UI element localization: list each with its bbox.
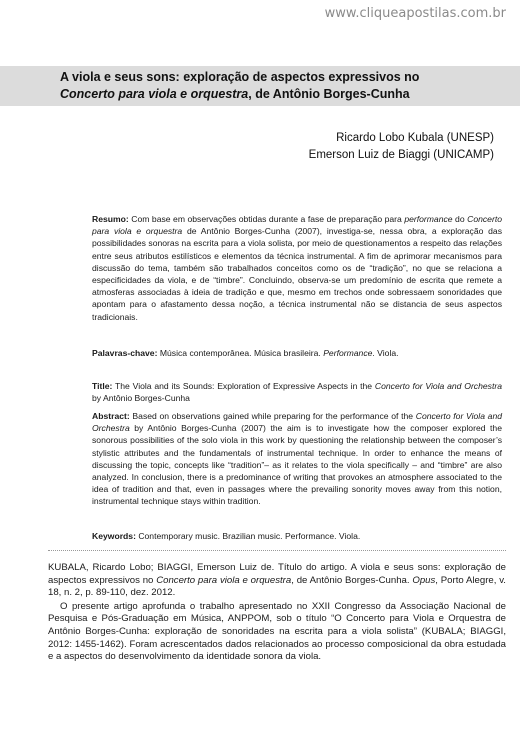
resumo-italic-1: performance bbox=[404, 214, 453, 224]
resumo-label: Resumo: bbox=[92, 214, 129, 224]
resumo-text-3: de Antônio Borges-Cunha (2007), investiga-se, nessa obra, a exploração das possibilidades sonoras na escrita para a viola solista, por meio de questionamentos a respeito das relações entre seus atributos estilísticos e elementos da técnica instrumental. A fim de aprimorar mecanismos para discussão do tema, também são trabalhados conceitos como os de “tradição”, no que se relaciona a especificidades da viola, e de “timbre”. Concluindo, observa-se um predomínio de escrita que remete a atmosferas associadas à ideia de tradição e que, mesmo em trechos onde sobressaem sonoridades que apontam para o afastamento dessa noção, a técnica instrumental não se distancia de seus aspectos tradicionais. bbox=[92, 226, 502, 322]
resumo-italic-2: Concerto para viola e orquestra bbox=[92, 214, 502, 237]
english-title-paragraph bbox=[92, 380, 502, 404]
abstract-paragraph bbox=[92, 410, 502, 508]
site-url: www.cliqueapostilas.com.br bbox=[324, 6, 506, 21]
section-divider bbox=[48, 550, 506, 551]
resumo-text-2: do bbox=[452, 214, 468, 224]
palavras-chave-text-2: . Viola. bbox=[372, 348, 399, 358]
palavras-chave-text-1: Música contemporânea. Música brasileira. bbox=[157, 348, 324, 358]
intro-paragraph: O presente artigo aprofunda o trabalho apresentado no XXII Congresso da Associação Nacional de Pesquisa e Pós-Graduação em Música, ANPPOM, sob o título “O Concerto para Viola e Orquestra de Antônio Borges-Cunha: exploração de sonoridades na escrita para a viola solista” (KUBALA; BIAGGI, 2012: 1455-1462). Foram acrescentados dados relacionados ao processo composicional da obra estudada e a aspectos do desenvolvimento da identidade sonora da viola. bbox=[48, 600, 506, 663]
english-title-text-2: by Antônio Borges-Cunha bbox=[92, 393, 190, 404]
english-title-label: Title: bbox=[92, 381, 113, 391]
author-1: Ricardo Lobo Kubala (UNESP) bbox=[336, 132, 494, 144]
citation-text-1: KUBALA, Ricardo Lobo; BIAGGI, Emerson Luiz de. Título do artigo. A viola e seus sons: exploração de aspectos expressivos no bbox=[48, 562, 506, 586]
abstract-label: Abstract: bbox=[92, 411, 130, 421]
body-text bbox=[48, 562, 506, 664]
article-title-work-name: Concerto para viola e orquestra bbox=[60, 87, 249, 101]
citation-paragraph bbox=[48, 562, 506, 600]
citation-italic-2: Opus bbox=[412, 574, 436, 586]
citation-italic-1: Concerto para viola e orquestra bbox=[156, 574, 292, 586]
english-title-italic: Concerto for Viola and Orchestra bbox=[374, 381, 502, 391]
article-title-composer: , de Antônio Borges-Cunha bbox=[248, 87, 410, 101]
english-title-text-1: The Viola and its Sounds: Exploration of Expressive Aspects in the bbox=[112, 381, 375, 391]
authors-block bbox=[309, 130, 494, 164]
article-title-band bbox=[0, 66, 520, 106]
abstract-text-2: by Antônio Borges-Cunha (2007) the aim is to investigate how the composer explored the sonorous possibilities of the solo viola in this work by questioning the relationship between the composer’s stylistic attributes and the fundamentals of instrumental technique. In order to enhance the means of discussing the topic, concepts like “tradition”– as it relates to the viola specifically – and “timbre” are also analyzed. In conclusion, there is a predominance of writing that provokes an atmosphere associated to the idea of tradition and that, even in passages where the prevailing sonority moves away from this notion, instrumental technique stays within tradition. bbox=[92, 423, 502, 507]
keywords-label: Keywords: bbox=[92, 531, 136, 541]
article-title-line1: A viola e seus sons: exploração de aspectos expressivos no bbox=[60, 70, 420, 84]
keywords-text: Contemporary music. Brazilian music. Performance. Viola. bbox=[135, 531, 361, 541]
resumo-paragraph bbox=[92, 213, 502, 323]
palavras-chave-label: Palavras-chave: bbox=[92, 348, 158, 358]
citation-text-2: , de Antônio Borges-Cunha. bbox=[291, 574, 413, 586]
abstract-italic: Concerto for Viola and Orchestra bbox=[92, 411, 503, 434]
palavras-chave-paragraph bbox=[92, 347, 502, 359]
article-title-line2 bbox=[60, 87, 410, 101]
citation-text-3: , Porto Alegre, v. 18, n. 2, p. 89-110, dez. 2012. bbox=[48, 574, 506, 599]
palavras-chave-italic: Performance bbox=[323, 348, 373, 358]
abstract-text-1: Based on observations gained while preparing for the performance of the bbox=[129, 411, 416, 421]
keywords-paragraph bbox=[92, 530, 502, 542]
author-2: Emerson Luiz de Biaggi (UNICAMP) bbox=[308, 149, 494, 161]
resumo-text-1: Com base em observações obtidas durante a fase de preparação para bbox=[128, 214, 405, 224]
